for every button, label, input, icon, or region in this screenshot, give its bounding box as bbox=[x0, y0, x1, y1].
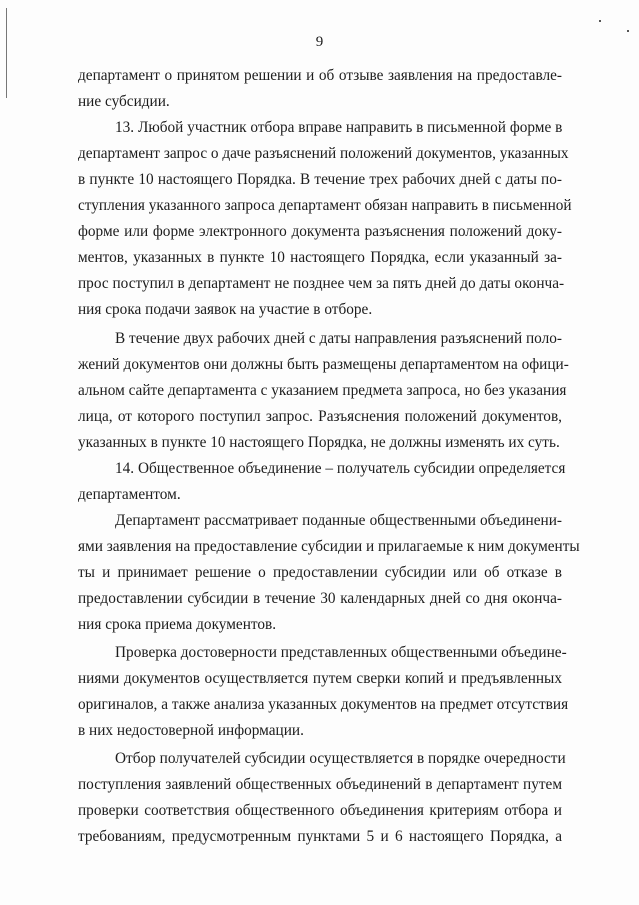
text-line: требованиям, предусмотренным пунктами 5 и 6 настоящего Порядка, а bbox=[78, 828, 562, 845]
text-line: департамент о принятом решении и об отзыве заявления на предоставле- bbox=[78, 67, 562, 84]
text-line: поступления заявлений общественных объединений в департамент путем bbox=[78, 776, 562, 793]
text-line: ями заявления на предоставление субсидии и прилагаемые к ним документы bbox=[78, 538, 580, 555]
text-line: ниями документов осуществляется путем сверки копий и предъявленных bbox=[78, 670, 562, 687]
text-line: департаментом. bbox=[78, 486, 181, 503]
text-line: указанных в пункте 10 настоящего Порядка, не должны изменять их суть. bbox=[78, 434, 560, 451]
text-line: ния срока приема документов. bbox=[78, 616, 277, 633]
text-line: проверки соответствия общественного объединения критериям отбора и bbox=[78, 802, 562, 819]
text-line: 13. Любой участник отбора вправе направить в письменной форме в bbox=[115, 119, 563, 136]
text-line: альном сайте департамента с указанием предмета запроса, но без указания bbox=[78, 382, 567, 399]
text-line: ступления указанного запроса департамент обязан направить в письменной bbox=[78, 197, 572, 214]
text-line: 14. Общественное объединение – получатель субсидии определяется bbox=[115, 460, 566, 477]
text-line: департамент запрос о даче разъяснений положений документов, указанных bbox=[78, 145, 569, 162]
text-line: В течение двух рабочих дней с даты направления разъяснений поло- bbox=[115, 330, 562, 347]
text-line: ментов, указанных в пункте 10 настоящего Порядка, если указанный за- bbox=[78, 249, 562, 266]
text-line: прос поступил в департамент не позднее чем за пять дней до даты оконча- bbox=[78, 275, 565, 292]
text-line: жений документов они должны быть размещены департаментом на офици- bbox=[78, 356, 569, 373]
scan-dot bbox=[599, 20, 601, 22]
text-line: предоставлении субсидии в течение 30 календарных дней со дня оконча- bbox=[78, 590, 562, 607]
text-line: в пункте 10 настоящего Порядка. В течение трех рабочих дней с даты по- bbox=[78, 171, 562, 188]
text-line: Проверка достоверности представленных общественными объедине- bbox=[115, 644, 567, 661]
scan-edge-mark bbox=[6, 8, 7, 98]
text-line: лица, от которого поступил запрос. Разъяснения положений документов, bbox=[78, 408, 562, 425]
text-line: Департамент рассматривает поданные общественными объединени- bbox=[115, 512, 562, 529]
text-line: ние субсидии. bbox=[78, 93, 170, 110]
text-line: ты и принимает решение о предоставлении субсидии или об отказе в bbox=[78, 564, 562, 581]
scan-dot bbox=[627, 30, 629, 32]
text-line: ния срока подачи заявок на участие в отборе. bbox=[78, 301, 373, 318]
text-line: в них недостоверной информации. bbox=[78, 722, 304, 739]
text-line: форме или форме электронного документа разъяснения положений доку- bbox=[78, 223, 562, 240]
text-line: Отбор получателей субсидии осуществляется в порядке очередности bbox=[115, 750, 566, 767]
page-number: 9 bbox=[315, 34, 324, 50]
text-line: оригиналов, а также анализа указанных документов на предмет отсутствия bbox=[78, 696, 569, 713]
